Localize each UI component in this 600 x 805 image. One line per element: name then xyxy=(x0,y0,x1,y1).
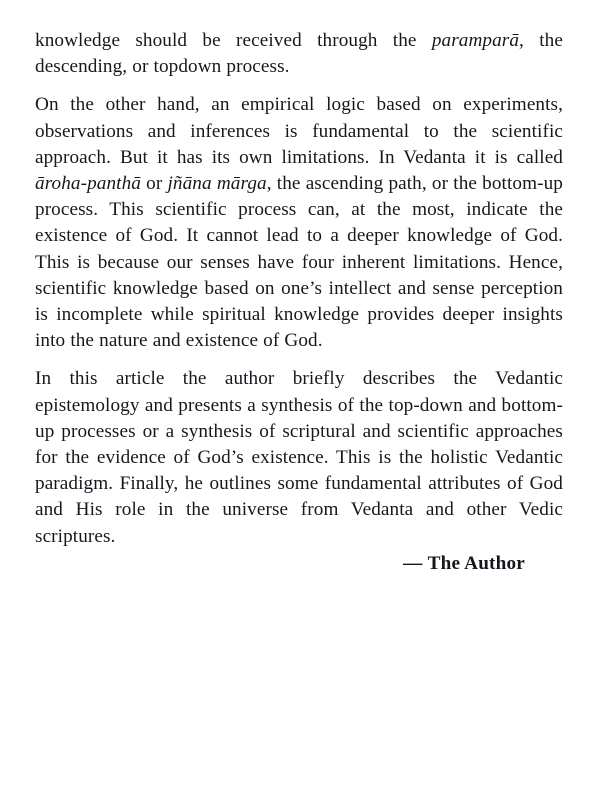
sanskrit-term-aroha-pantha: āroha-panthā xyxy=(35,173,141,195)
em-dash-glyph: — xyxy=(403,553,423,574)
paragraph-empirical-logic-part-2: , the ascending path, or the bottom-up process. This scientific process can, at the most, indicate the existence of God. It cannot lead to a deeper knowledge of God. This is because our senses have four inherent limitations. Hence, scientific knowledge based on one’s intellect and sense perception is incomplete while spiritual knowledge provides deeper insights into the nature and existence of God. xyxy=(35,173,563,352)
paragraph-parampara-part-2: , the descending, or topdown process. xyxy=(35,30,563,78)
signature-block xyxy=(35,551,563,577)
paragraph-empirical-logic-conjunction: or xyxy=(140,173,168,195)
author-signature xyxy=(403,551,563,577)
sanskrit-term-jnana-marga: jñāna mārga xyxy=(167,173,267,195)
paragraph-article-summary xyxy=(35,366,563,549)
paragraph-empirical-logic xyxy=(35,92,563,354)
paragraph-parampara xyxy=(35,28,563,80)
sanskrit-term-parampara: paramparā xyxy=(431,30,520,51)
author-signature-label: The Author xyxy=(427,553,525,574)
paragraph-parampara-part-1: knowledge should be received through the xyxy=(35,30,432,51)
paragraph-article-summary-text: In this article the author briefly describes the Vedantic epistemology and presents a synthesis of the top-down and bottom-up processes or a synthesis of scriptural and scientific approaches for the evidence of God’s existence. This is the holistic Vedantic paradigm. Finally, he outlines some fundamental attributes of God and His role in the universe from Vedanta and other Vedic scriptures. xyxy=(35,368,563,547)
body-text-column xyxy=(35,28,563,550)
paragraph-empirical-logic-part-1: On the other hand, an empirical logic based on experiments, observations and inferences is fundamental to the scientific approach. But it has its own limitations. In Vedanta it is called xyxy=(35,94,563,168)
